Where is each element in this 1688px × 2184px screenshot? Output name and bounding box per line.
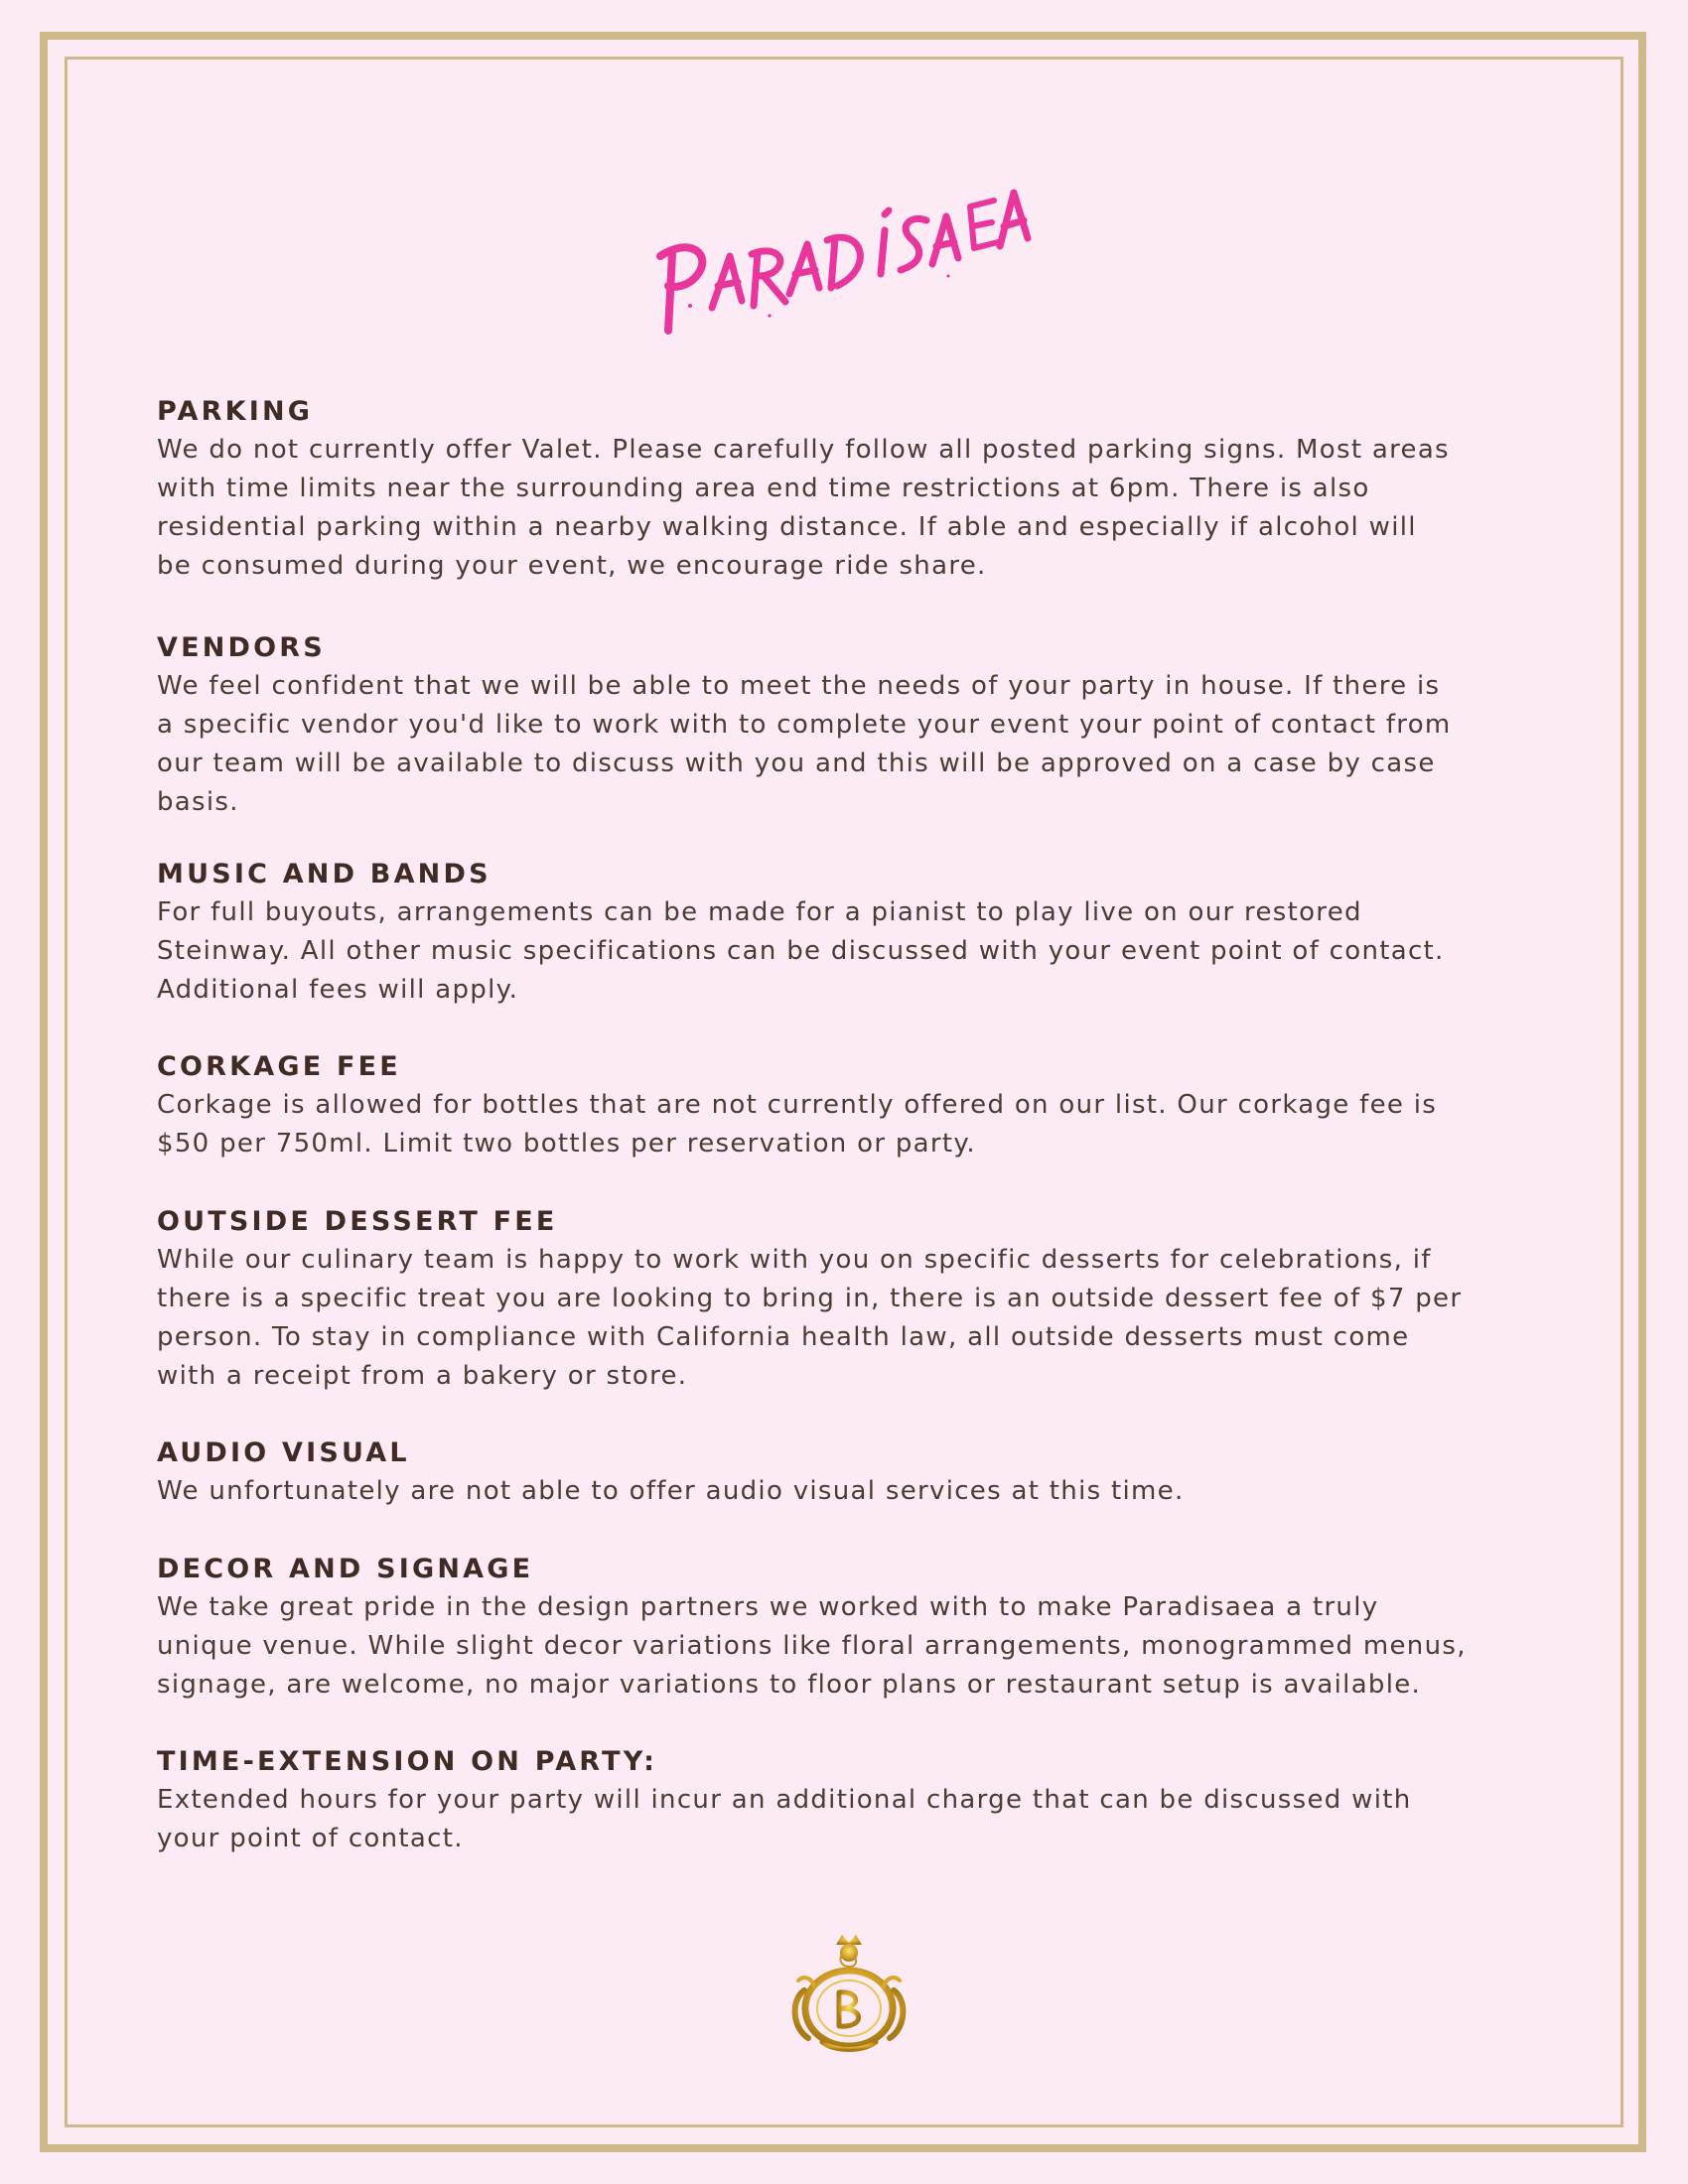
section-vendors — [157, 628, 1547, 822]
text-line: While our culinary team is happy to work with you on specific desserts for celebrations, if — [157, 1245, 1432, 1275]
text-line: signage, are welcome, no major variations to floor plans or restaurant setup is available. — [157, 1670, 1422, 1700]
section-heading: OUTSIDE DESSERT FEE — [157, 1206, 558, 1237]
text-line: with a receipt from a bakery or store. — [157, 1361, 688, 1391]
section-audio-visual — [157, 1433, 1547, 1511]
section-heading: PARKING — [157, 396, 314, 427]
text-line: there is a specific treat you are looking to bring in, there is an outside dessert fee of $7 per — [157, 1284, 1463, 1313]
section-text — [157, 1472, 1547, 1511]
section-heading: VENDORS — [157, 632, 326, 663]
section-text — [157, 1241, 1547, 1396]
crest-seal-icon — [784, 1931, 914, 2055]
section-heading: MUSIC AND BANDS — [157, 859, 492, 889]
text-line: $50 per 750ml. Limit two bottles per reservation or party. — [157, 1129, 976, 1159]
text-line: We feel confident that we will be able to meet the needs of your party in house. If there is — [157, 671, 1441, 701]
section-text — [157, 1781, 1547, 1858]
text-line: Steinway. All other music specifications can be discussed with your event point of contact. — [157, 936, 1445, 966]
section-text — [157, 431, 1547, 586]
text-line: unique venue. While slight decor variations like floral arrangements, monogrammed menus, — [157, 1631, 1467, 1661]
text-line: person. To stay in compliance with California health law, all outside desserts must come — [157, 1322, 1410, 1352]
text-line: with time limits near the surrounding area end time restrictions at 6pm. There is also — [157, 474, 1370, 503]
text-line: For full buyouts, arrangements can be made for a pianist to play live on our restored — [157, 897, 1362, 927]
text-line: a specific vendor you'd like to work with to complete your event your point of contact from — [157, 710, 1452, 740]
text-line: basis. — [157, 787, 239, 817]
section-heading: CORKAGE FEE — [157, 1051, 401, 1082]
text-line: Corkage is allowed for bottles that are not currently offered on our list. Our corkage fee is — [157, 1090, 1438, 1120]
section-text — [157, 1588, 1547, 1705]
section-outside-dessert-fee — [157, 1202, 1547, 1396]
section-heading: AUDIO VISUAL — [157, 1437, 410, 1468]
paradisaea-logo — [650, 157, 1048, 336]
text-line: Additional fees will apply. — [157, 975, 519, 1005]
section-text — [157, 667, 1547, 822]
text-line: Extended hours for your party will incur an additional charge that can be discussed with — [157, 1785, 1412, 1815]
section-decor-and-signage — [157, 1550, 1547, 1705]
text-line: We take great pride in the design partners we worked with to make Paradisaea a truly — [157, 1592, 1379, 1622]
text-line: We unfortunately are not able to offer audio visual services at this time. — [157, 1476, 1185, 1506]
section-parking — [157, 392, 1547, 586]
section-text — [157, 1086, 1547, 1163]
text-line: our team will be available to discuss with you and this will be approved on a case by case — [157, 749, 1436, 778]
text-line: be consumed during your event, we encourage ride share. — [157, 551, 987, 581]
text-line: residential parking within a nearby walking distance. If able and especially if alcohol will — [157, 512, 1417, 542]
section-corkage-fee — [157, 1047, 1547, 1163]
section-heading: TIME-EXTENSION ON PARTY: — [157, 1746, 658, 1777]
section-text — [157, 893, 1547, 1010]
section-time-extension — [157, 1742, 1547, 1858]
text-line: We do not currently offer Valet. Please carefully follow all posted parking signs. Most areas — [157, 435, 1450, 465]
text-line: your point of contact. — [157, 1824, 464, 1853]
section-heading: DECOR AND SIGNAGE — [157, 1554, 534, 1584]
section-music-and-bands — [157, 855, 1547, 1010]
